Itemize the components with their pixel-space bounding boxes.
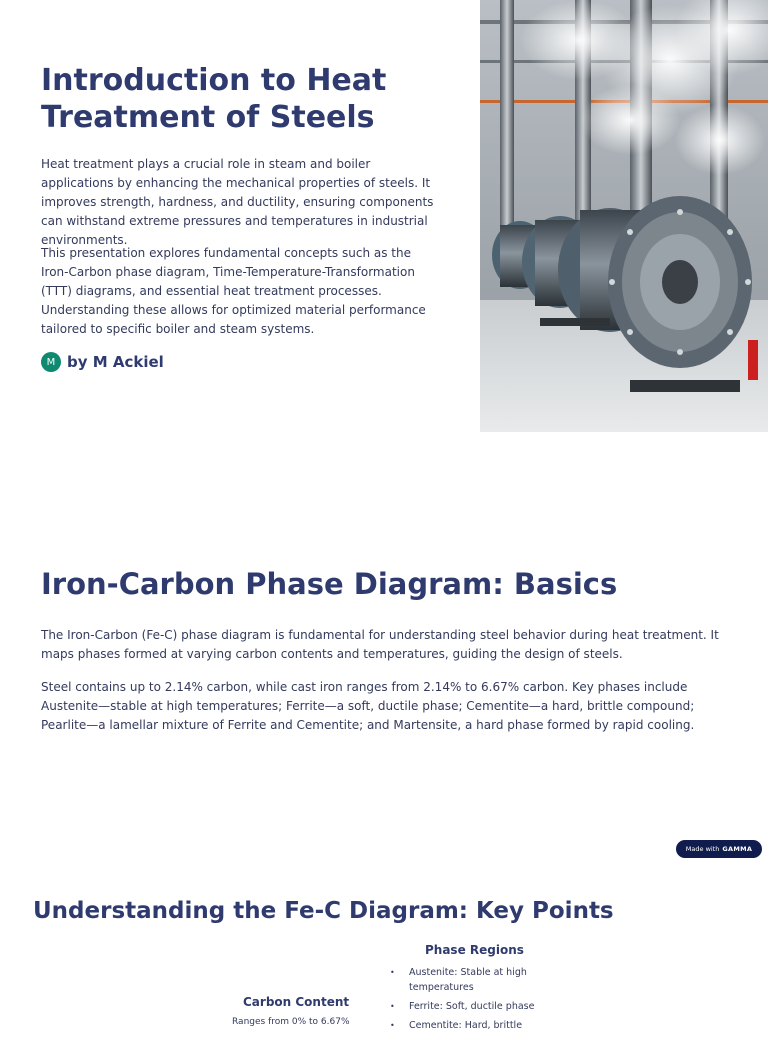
author-byline <box>41 352 164 372</box>
avatar: M <box>41 352 61 372</box>
carbon-content-text: Ranges from 0% to 6.67% <box>232 1017 350 1027</box>
made-with-gamma-badge[interactable] <box>676 840 762 858</box>
carbon-content-heading: Carbon Content <box>243 995 350 1009</box>
slide1-paragraph-2: This presentation explores fundamental concepts such as the Iron-Carbon phase diagram, Time-Temperature-Transformation (TTT) diagrams, and essential heat treatment processes. Understanding these allows for optimized material performance tailored to specific boiler and steam systems. <box>41 246 426 336</box>
list-item: • Ferrite: Soft, ductile phase <box>390 999 540 1014</box>
badge-prefix: Made with <box>685 845 720 853</box>
phase-regions-list <box>390 965 540 1037</box>
slide3-title: Understanding the Fe-C Diagram: Key Points <box>33 898 614 924</box>
list-item: • Cementite: Hard, brittle <box>390 1018 540 1033</box>
slide1-title: Introduction to Heat Treatment of Steels <box>41 63 387 135</box>
phase-regions-heading: Phase Regions <box>425 943 524 957</box>
gamma-logo-text: GAMMA <box>722 845 753 853</box>
slide2-paragraph-1: The Iron-Carbon (Fe-C) phase diagram is fundamental for understanding steel behavior during heat treatment. It maps phases formed at varying carbon contents and temperatures, guiding the design of steels. <box>41 628 719 661</box>
slide2-title: Iron-Carbon Phase Diagram: Basics <box>41 567 618 601</box>
slide2-paragraph-2: Steel contains up to 2.14% carbon, while cast iron ranges from 2.14% to 6.67% carbon. Key phases include Austenite—stable at high temperatures; Ferrite—a soft, ductile phase; Cementite—a hard, brittle compound; Pearlite—a lamellar mixture of Ferrite and Cementite; and Martensite, a hard phase formed by rapid cooling. <box>41 680 695 732</box>
slide1-paragraph-1: Heat treatment plays a crucial role in steam and boiler applications by enhancing the mechanical properties of steels. It improves strength, hardness, and ductility, ensuring components can withstand extreme pressures and temperatures in industrial environments. <box>41 157 434 247</box>
boiler-room-photo <box>480 0 768 432</box>
author-name: by M Ackiel <box>67 353 164 371</box>
list-item: • Austenite: Stable at high temperatures <box>390 965 540 995</box>
